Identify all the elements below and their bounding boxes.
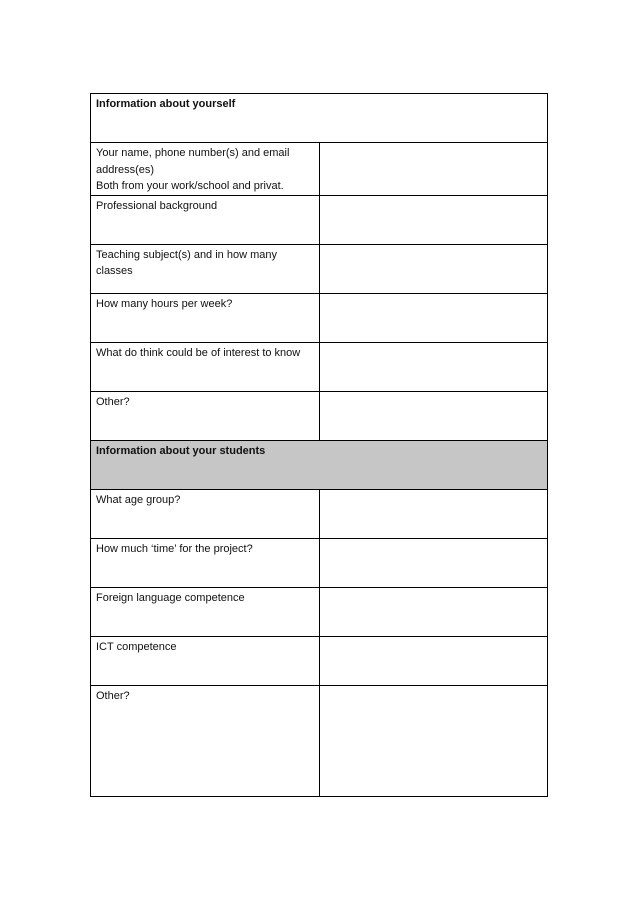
answer-field[interactable] (319, 342, 548, 391)
question-row (91, 685, 548, 796)
question-label: Foreign language competence (91, 587, 320, 636)
answer-field[interactable] (319, 143, 548, 196)
answer-input-area[interactable] (320, 343, 548, 391)
answer-input-area[interactable] (320, 196, 548, 244)
answer-input-area[interactable] (320, 294, 548, 342)
questionnaire-table-body (91, 94, 548, 797)
question-row (91, 244, 548, 293)
section-title: Information about yourself (91, 94, 548, 143)
question-label: Other? (91, 391, 320, 440)
questionnaire-table (90, 93, 548, 797)
answer-field[interactable] (319, 293, 548, 342)
answer-input-area[interactable] (320, 588, 548, 636)
answer-field[interactable] (319, 587, 548, 636)
question-row (91, 538, 548, 587)
question-row (91, 293, 548, 342)
answer-field[interactable] (319, 685, 548, 796)
question-label: Your name, phone number(s) and email address(es) Both from your work/school and privat. (91, 143, 320, 196)
question-row (91, 636, 548, 685)
question-label: How much ‘time’ for the project? (91, 538, 320, 587)
answer-field[interactable] (319, 195, 548, 244)
question-label: Professional background (91, 195, 320, 244)
section-header-row (91, 94, 548, 143)
answer-input-area[interactable] (320, 637, 548, 685)
answer-field[interactable] (319, 244, 548, 293)
question-label: ICT competence (91, 636, 320, 685)
answer-field[interactable] (319, 538, 548, 587)
question-row (91, 342, 548, 391)
section-title: Information about your students (91, 440, 548, 489)
answer-input-area[interactable] (320, 490, 548, 538)
question-row (91, 489, 548, 538)
question-label: What do think could be of interest to know (91, 342, 320, 391)
answer-field[interactable] (319, 391, 548, 440)
question-label: What age group? (91, 489, 320, 538)
answer-input-area[interactable] (320, 143, 548, 195)
question-row (91, 143, 548, 196)
section-header-row (91, 440, 548, 489)
question-label: Teaching subject(s) and in how many classes (91, 244, 320, 293)
answer-field[interactable] (319, 636, 548, 685)
question-label: Other? (91, 685, 320, 796)
question-label: How many hours per week? (91, 293, 320, 342)
answer-input-area[interactable] (320, 539, 548, 587)
question-row (91, 391, 548, 440)
question-row (91, 195, 548, 244)
answer-input-area[interactable] (320, 392, 548, 440)
question-row (91, 587, 548, 636)
answer-input-area[interactable] (320, 686, 548, 796)
answer-field[interactable] (319, 489, 548, 538)
answer-input-area[interactable] (320, 245, 548, 293)
